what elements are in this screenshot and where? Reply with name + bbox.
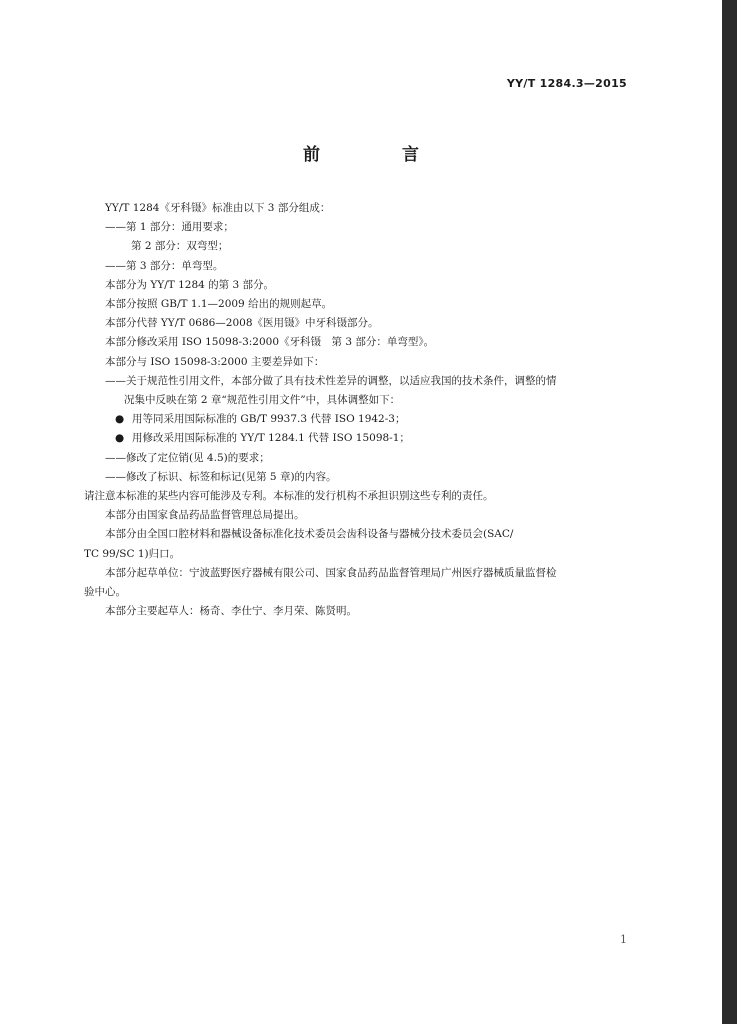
- bullet-text: 用修改采用国际标准的 YY/T 1284.1 代替 ISO 15098-1；: [132, 432, 410, 445]
- page-edge: [722, 0, 737, 1024]
- paragraph: 本部分代替 YY/T 0686—2008《医用镊》中牙科镊部分。: [105, 317, 379, 330]
- paragraph-continuation: TC 99/SC 1)归口。: [84, 547, 181, 560]
- bullet-icon: ●: [115, 432, 125, 445]
- bullet-item: [84, 410, 646, 429]
- page-number: 1: [620, 933, 627, 946]
- paragraph: YY/T 1284《牙科镊》标准由以下 3 部分组成：: [105, 202, 331, 214]
- list-item: ——修改了定位销(见 4.5)的要求；: [105, 451, 270, 464]
- paragraph: 本部分由全国口腔材料和器械设备标准化技术委员会齿科设备与器械分技术委员会(SAC/: [105, 528, 514, 541]
- page-title: 前 言: [303, 145, 457, 165]
- paragraph: 本部分为 YY/T 1284 的第 3 部分。: [105, 278, 274, 291]
- list-item: ——关于规范性引用文件，本部分做了具有技术性差异的调整，以适应我国的技术条件，调整的情: [105, 374, 557, 387]
- paragraph: 本部分修改采用 ISO 15098-3:2000《牙科镊 第 3 部分：单弯型》。: [105, 336, 435, 349]
- bullet-icon: ●: [115, 413, 125, 426]
- paragraph: 请注意本标准的某些内容可能涉及专利。本标准的发行机构不承担识别这些专利的责任。: [84, 490, 494, 503]
- paragraph: 本部分按照 GB/T 1.1—2009 给出的规则起草。: [105, 298, 333, 311]
- bullet-text: 用等同采用国际标准的 GB/T 9937.3 代替 ISO 1942-3；: [132, 413, 406, 426]
- paragraph: 本部分主要起草人：杨奇、李仕宁、李月荣、陈贤明。: [105, 605, 357, 618]
- list-item: ——第 3 部分：单弯型。: [105, 259, 224, 272]
- paragraph: 本部分与 ISO 15098-3:2000 主要差异如下：: [105, 355, 325, 368]
- paragraph: 本部分由国家食品药品监督管理总局提出。: [105, 509, 305, 522]
- list-item: 第 2 部分：双弯型；: [131, 240, 229, 253]
- list-item-continuation: 况集中反映在第 2 章“规范性引用文件”中，具体调整如下：: [124, 394, 401, 407]
- paragraph: 本部分起草单位：宁波蓝野医疗器械有限公司、国家食品药品监督管理局广州医疗器械质量监督检: [105, 566, 557, 579]
- paragraph-continuation: 验中心。: [84, 586, 126, 599]
- standard-number: YY/T 1284.3—2015: [506, 77, 627, 90]
- list-item: ——修改了标识、标签和标记(见第 5 章)的内容。: [105, 470, 337, 483]
- list-item: ——第 1 部分：通用要求；: [105, 221, 234, 234]
- foreword-body: [84, 199, 646, 621]
- bullet-item: [84, 429, 646, 448]
